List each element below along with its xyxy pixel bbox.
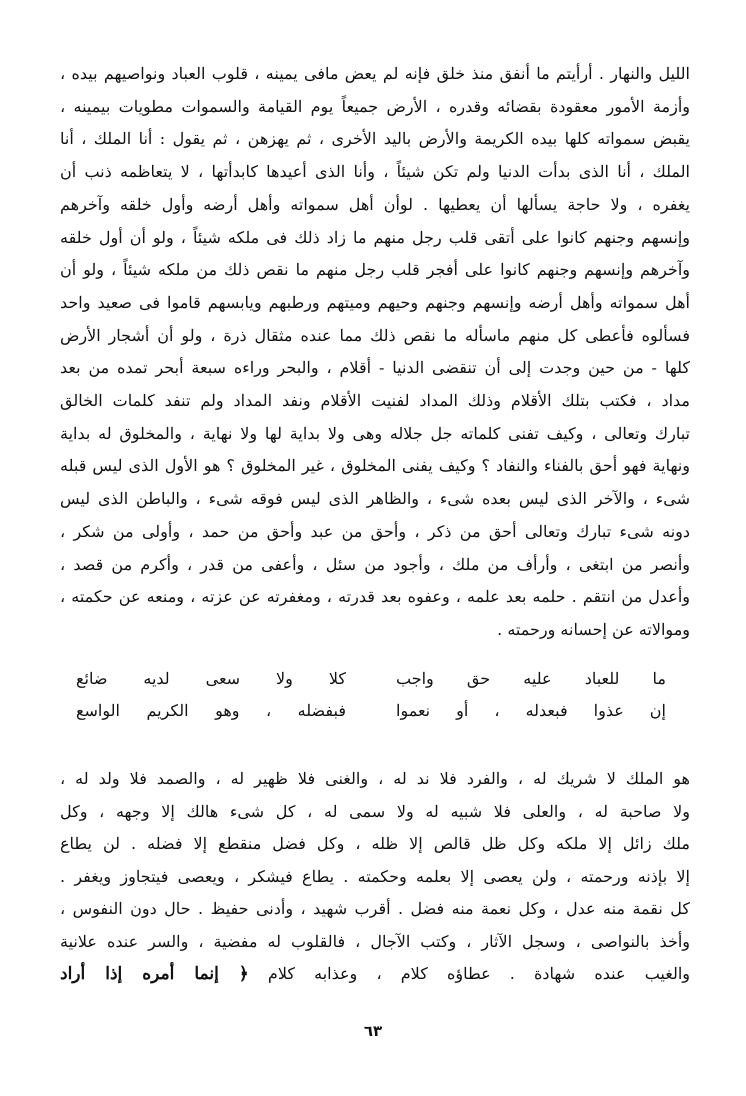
text-line: فسألوه فأعطى كل منهم ماسأله ما نقص ذلك مما عنده مثقال ذرة ، ولو أن أشجار الأرض (60, 325, 690, 345)
text-line: يغفره ، ولا حاجة يسألها أن يعطيها . لوأن أهل سمواته وأهل أرضه وأول خلقه وآخرهم (60, 194, 690, 214)
text-line: وآخرهم وإنسهم وجنهم كانوا على أفجر قلب رجل منهم ما نقص ذلك من ملكه شيئاً ، ولو أن (60, 260, 690, 280)
text-line: أهل سمواته وأهل أرضه وإنسهم وجنهم وحيهم وميتهم ورطبهم ويابسهم قاموا فى صعيد واحد (60, 292, 690, 312)
verse-first-hemistich: إن عذوا فبعدله ، أو نعموا (396, 701, 666, 720)
text-line: كل نقمة منه عدل ، وكل نعمة منه فضل . أقرب شهيد ، وأدنى حفيظ . حال دون النفوس ، (60, 899, 690, 918)
text-line: ولا صاحبة له ، والعلى فلا شبيه له ولا سمى له ، كل شىء هالك إلا وجهه ، وكل (60, 801, 690, 821)
text-line: وإنسهم وجنهم كانوا على أتقى قلب رجل منهم ما زاد ذلك فى ملكه شيئاً ، ولو أن أول خلقه (60, 227, 690, 247)
text-line-final (60, 958, 690, 991)
verse-first-hemistich: ما للعباد عليه حق واجب (396, 669, 666, 688)
paragraph-2 (60, 763, 690, 991)
text-line: وأنصر من ابتغى ، وأرأف من ملك ، وأجود من سئل ، وأعفى من قدر ، وأكرم من قصد ، (60, 554, 690, 574)
verse-row (60, 663, 690, 695)
text-line: تبارك وتعالى ، وكيف تفنى كلماته جل جلاله وهى ولا بداية لها ولا نهاية ، والمخلوق له بداية (60, 423, 690, 443)
text-line: وأخذ بالنواصى ، وسجل الآثار ، وكتب الآجال ، فالقلوب له مفضية ، والسر عنده علانية (60, 931, 690, 951)
text-line: ملك زائل إلا ملكه وكل ظل قالص إلا ظله ، وكل فضل منقطع إلا فضله . لن يطاع (60, 834, 690, 853)
text-line: وأعدل من انتقم . حلمه بعد علمه ، وعفوه بعد قدرته ، ومغفرته عن عزته ، ومنعه عن حكمته ، (60, 587, 690, 607)
text-line: هو الملك لا شريك له ، والفرد فلا ند له ، والغنى فلا ظهير له ، والصمد فلا ولد له ، (60, 769, 690, 788)
poem-verses (60, 663, 690, 727)
book-page-lower (60, 763, 690, 991)
final-line-text: والغيب عنده شهادة . عطاؤه كلام ، وعذابه كلام (248, 964, 690, 983)
text-line: كلها - من حين وجدت إلى أن تنقضى الدنيا - أقلام ، والبحر وراءه سبعة أبحر تمده من بعد (60, 358, 690, 378)
verse-second-hemistich: فبفضله ، وهو الكريم الواسع (76, 701, 346, 720)
text-line: شىء ، والآخر الذى ليس بعده شىء ، والظاهر الذى ليس فوقه شىء ، والباطن الذى ليس (60, 489, 690, 509)
text-line: يقبض سمواته كلها بيده الكريمة والأرض باليد الأخرى ، ثم يهزهن ، ثم يقول : أنا الملك ، أنا (60, 129, 690, 149)
text-line: ونهاية فهو أحق بالفناء والنفاد ؟ وكيف يفنى المخلوق ، غير المخلوق ؟ هو الأول الذى ليس قبله (60, 456, 690, 476)
paragraph-1 (60, 58, 690, 647)
text-line: إلا بإذنه ورحمته ، ولن يعصى إلا بعلمه وحكمته . يطاع فيشكر ، ويعصى فيتجاوز ويغفر . (60, 866, 690, 886)
text-line: وموالاته عن إحسانه ورحمته . (497, 619, 690, 639)
text-line: دونه شىء تبارك وتعالى أحق من ذكر ، وأحق من عبد وأحق من حمد ، وأولى من شكر ، (60, 521, 690, 541)
book-page (60, 58, 690, 647)
verse-second-hemistich: كلا ولا سعى لديه ضائع (76, 669, 346, 688)
verse-row (60, 695, 690, 727)
text-line: الملك ، أنا الذى بدأت الدنيا ولم تكن شيئاً ، وأنا الذى أعيدها كابدأتها ، لا يتعاظمه ذنب أن (60, 162, 690, 182)
page-number: ٦٣ (363, 1022, 383, 1040)
quran-quote: ﴿ إنما أمره إذا أراد (60, 964, 249, 984)
text-line: الليل والنهار . أرأيتم ما أنفق منذ خلق فإنه لم يعض مافى يمينه ، قلوب العباد ونواصيهم بيده ، (60, 64, 690, 83)
text-line: مداد ، فكتب بتلك الأقلام وذلك المداد لفنيت الأقلام ونفد المداد ولم تنفد كلمات الخالق (60, 391, 690, 411)
text-line: وأزمة الأمور معقودة بقضائه وقدره ، الأرض جميعاً يوم القيامة والسموات مطويات بيمينه ، (60, 96, 690, 116)
